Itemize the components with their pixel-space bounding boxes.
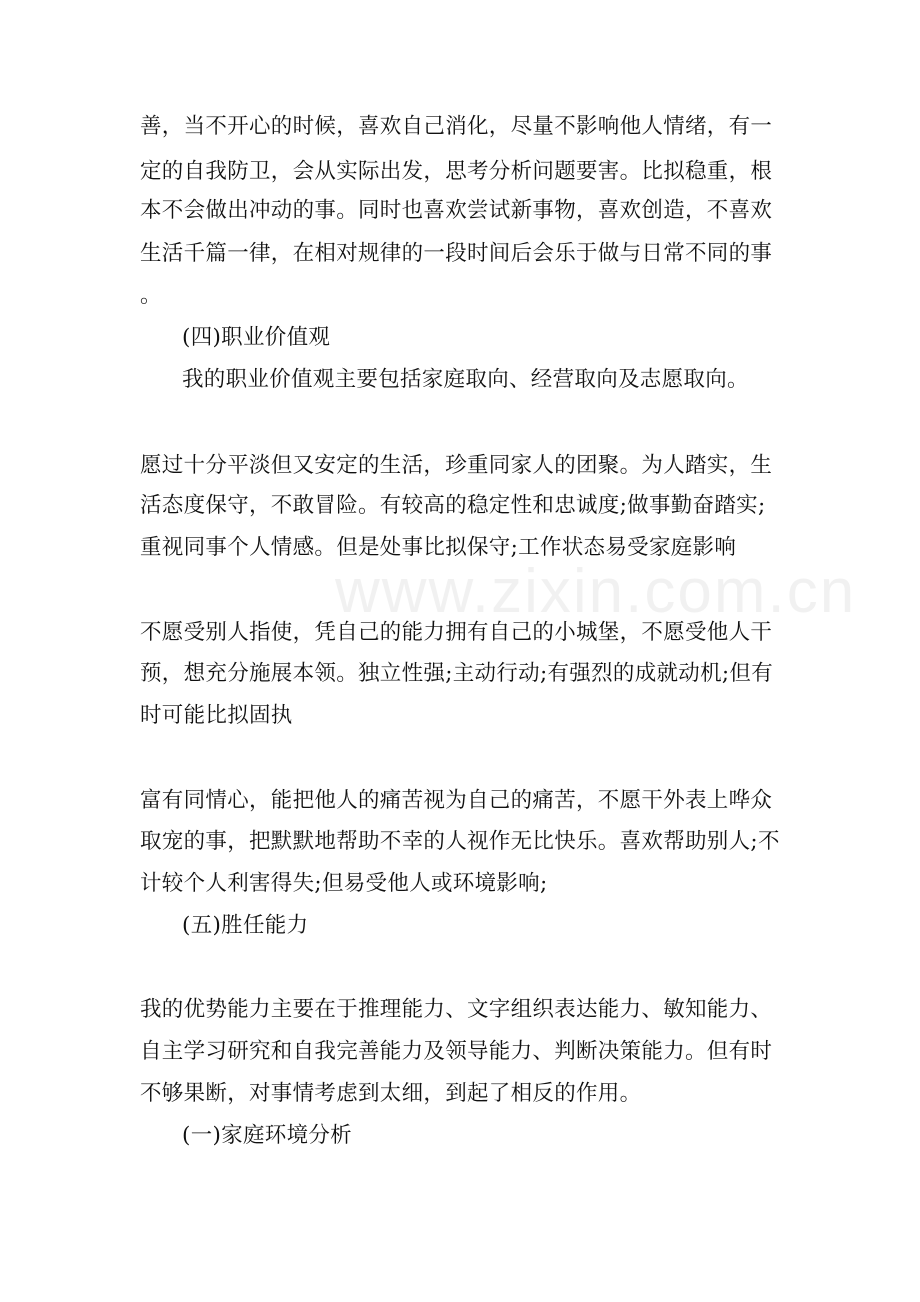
paragraph-line: 时可能比拟固执 — [140, 703, 293, 728]
paragraph-line: 本不会做出冲动的事。同时也喜欢尝试新事物，喜欢创造，不喜欢 — [140, 198, 773, 223]
paragraph-line: 活态度保守，不敢冒险。有较高的稳定性和忠诚度;做事勤奋踏实; — [140, 493, 766, 518]
section-heading-competence: (五)胜任能力 — [182, 913, 309, 938]
paragraph-line: 富有同情心，能把他人的痛苦视为自己的痛苦，不愿干外表上哗众 — [140, 788, 773, 813]
paragraph-line: 计较个人利害得失;但易受他人或环境影响; — [140, 871, 548, 896]
watermark: www.zixin.com.cn — [335, 557, 857, 626]
paragraph-line: 自主学习研究和自我完善能力及领导能力、判断决策能力。但有时 — [140, 1039, 773, 1064]
paragraph-line: 愿过十分平淡但又安定的生活，珍重同家人的团聚。为人踏实，生 — [140, 453, 773, 478]
paragraph-line: 我的职业价值观主要包括家庭取向、经营取向及志愿取向。 — [182, 367, 749, 392]
paragraph-line: 预，想充分施展本领。独立性强;主动行动;有强烈的成就动机;但有 — [140, 661, 774, 686]
paragraph-line: 定的自我防卫，会从实际出发，思考分析问题要害。比拟稳重，根 — [140, 159, 773, 184]
paragraph-line: 不够果断，对事情考虑到太细，到起了相反的作用。 — [140, 1081, 642, 1106]
paragraph-line: 取宠的事，把默默地帮助不幸的人视作无比快乐。喜欢帮助别人;不 — [140, 829, 780, 854]
section-heading-career-values: (四)职业价值观 — [182, 325, 331, 350]
section-heading-family-environment: (一)家庭环境分析 — [182, 1123, 352, 1148]
paragraph-line: 我的优势能力主要在于推理能力、文字组织表达能力、敏知能力、 — [140, 997, 773, 1022]
paragraph-line: 不愿受别人指使，凭自己的能力拥有自己的小城堡，不愿受他人干 — [140, 620, 773, 645]
paragraph-line: 生活千篇一律，在相对规律的一段时间后会乐于做与日常不同的事 — [140, 241, 773, 266]
paragraph-line: 。 — [140, 283, 162, 308]
paragraph-line: 重视同事个人情感。但是处事比拟保守;工作状态易受家庭影响 — [140, 535, 737, 560]
paragraph-line: 善，当不开心的时候，喜欢自己消化，尽量不影响他人情绪，有一 — [140, 114, 773, 139]
